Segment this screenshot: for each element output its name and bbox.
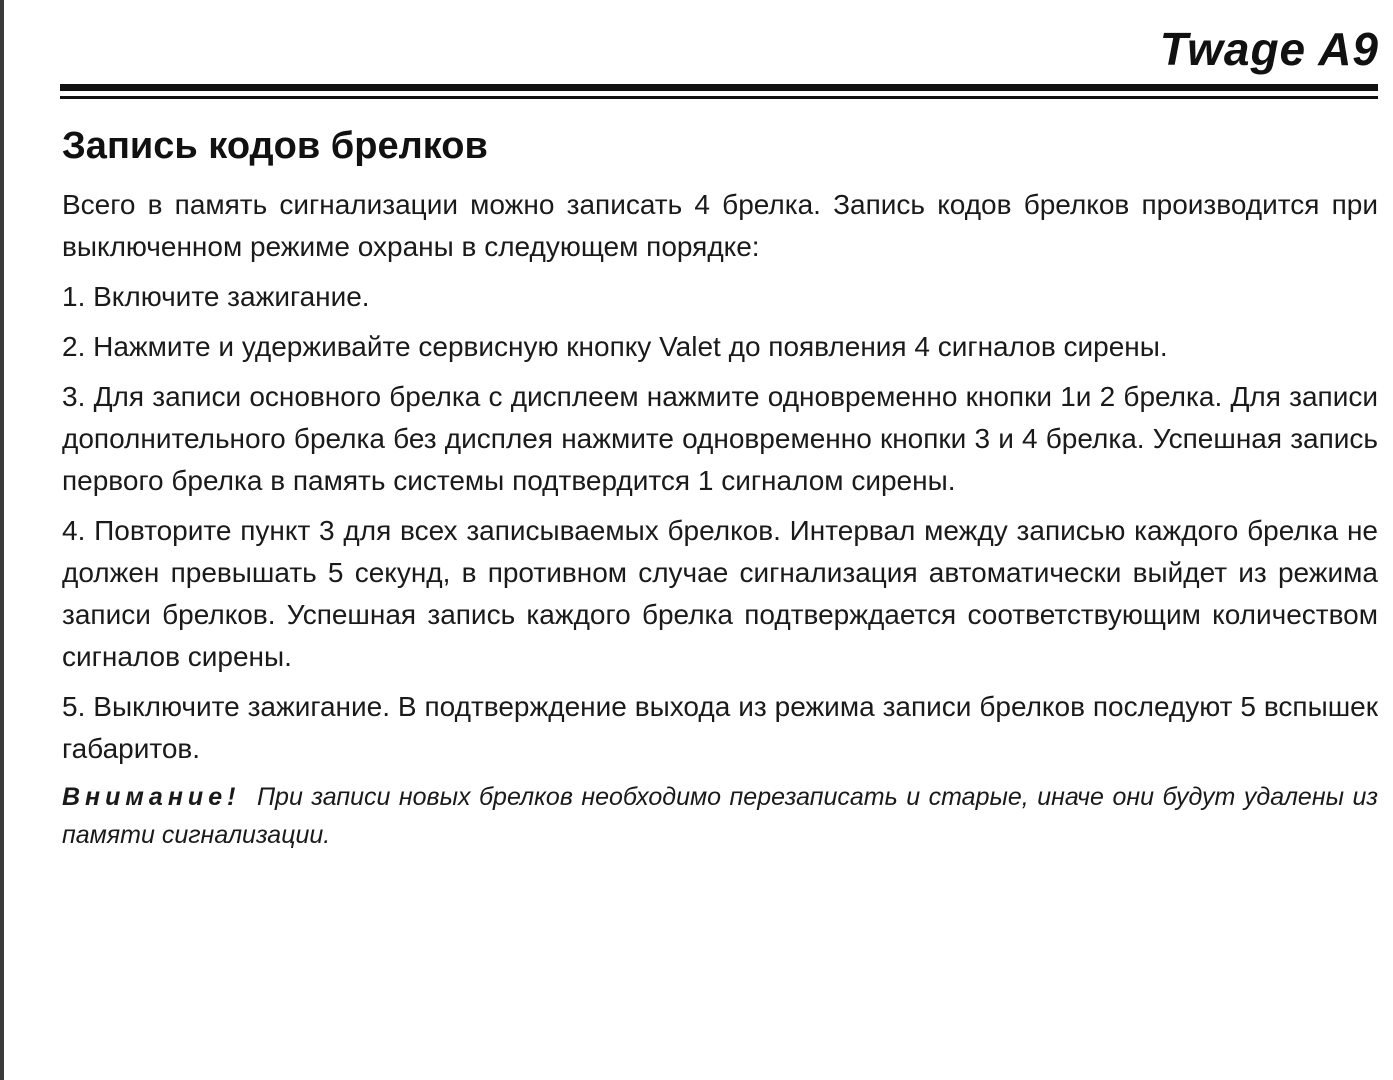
warning-note xyxy=(62,778,1378,854)
header-rule-thick xyxy=(60,84,1378,91)
step-5: 5. Выключите зажигание. В подтверждение выхода из режима записи брелков последуют 5 вспышек габаритов. xyxy=(62,691,1378,764)
step-4: 4. Повторите пункт 3 для всех записываемых брелков. Интервал между записью каждого брелка не должен превышать 5 секунд, в противном случае сигнализация автоматически выйдет из режима записи брелков. Успешная запись каждого брелка подтверждается соответствующим количеством сигналов сирены. xyxy=(62,515,1378,672)
warning-text: При записи новых брелков необходимо перезаписать и старые, иначе они будут удалены из памяти сигнализации. xyxy=(62,783,1378,849)
header-rule-thin xyxy=(60,96,1378,99)
page-left-border xyxy=(0,0,4,1080)
warning-label: Внимание! xyxy=(62,783,241,811)
section-content xyxy=(62,120,1378,854)
intro-paragraph: Всего в память сигнализации можно записать 4 брелка. Запись кодов брелков производится при выключенном режиме охраны в следующем порядке: xyxy=(62,189,1378,262)
brand-header: Twage A9 xyxy=(1159,23,1379,75)
step-3: 3. Для записи основного брелка с дисплеем нажмите одновременно кнопки 1и 2 брелка. Для записи дополнительного брелка без дисплея нажмите одновременно кнопки 3 и 4 брелка. Успешная запись первого брелка в память системы подтвердится 1 сигналом сирены. xyxy=(62,381,1378,496)
step-1: 1. Включите зажигание. xyxy=(62,281,370,312)
section-title: Запись кодов брелков xyxy=(62,125,488,167)
step-2: 2. Нажмите и удерживайте сервисную кнопку Valet до появления 4 сигналов сирены. xyxy=(62,331,1168,362)
